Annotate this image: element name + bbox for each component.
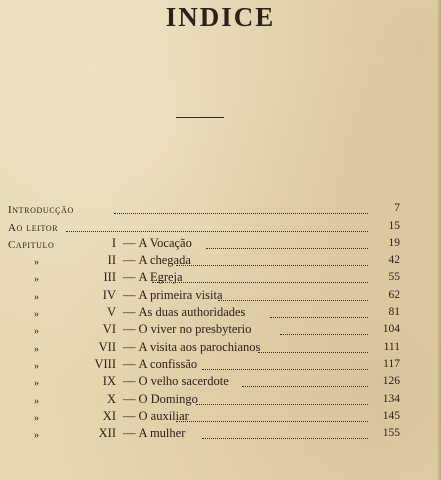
ditto-mark: » xyxy=(34,395,39,407)
page-number: 62 xyxy=(388,288,400,301)
chapter-title: A primeira visita xyxy=(138,287,223,302)
em-dash: — xyxy=(123,426,136,441)
chapter-title: A visita aos parochianos xyxy=(138,339,261,354)
chapter-title-group xyxy=(120,426,185,441)
table-of-contents xyxy=(8,200,408,442)
dot-leader xyxy=(202,367,368,370)
chapter-title: O auxiliar xyxy=(138,408,189,423)
em-dash: — xyxy=(123,287,136,302)
ditto-mark: » xyxy=(34,430,39,442)
title-rule xyxy=(176,117,224,118)
chapter-numeral: III xyxy=(103,270,116,285)
chapter-numeral: VI xyxy=(102,322,116,337)
chapter-title: O velho sacerdote xyxy=(138,374,229,389)
ditto-mark: » xyxy=(34,309,39,321)
chapter-numeral: XI xyxy=(102,408,116,423)
em-dash: — xyxy=(123,356,136,371)
chapter-title: A Egreja xyxy=(138,270,183,285)
entry-label: Capitulo xyxy=(8,238,55,251)
em-dash: — xyxy=(123,339,136,354)
dot-leader xyxy=(152,280,368,283)
em-dash: — xyxy=(123,322,136,337)
ditto-mark: » xyxy=(34,326,39,338)
chapter-numeral: IV xyxy=(102,287,116,302)
page-number: 155 xyxy=(382,427,400,440)
ditto-mark: » xyxy=(34,291,39,303)
dot-leader xyxy=(280,332,368,335)
page-number: 19 xyxy=(388,236,400,249)
toc-entry xyxy=(8,269,408,286)
em-dash: — xyxy=(123,270,136,285)
toc-entry xyxy=(8,356,408,373)
ditto-mark: » xyxy=(34,274,39,286)
toc-entry xyxy=(8,338,408,355)
chapter-title-group xyxy=(120,305,245,320)
toc-entry xyxy=(8,390,408,407)
toc-entry xyxy=(8,235,408,252)
em-dash: — xyxy=(123,408,136,423)
chapter-title-group xyxy=(120,340,260,355)
chapter-numeral: I xyxy=(111,235,116,250)
chapter-numeral: II xyxy=(107,253,116,268)
page-number: 81 xyxy=(388,306,400,319)
chapter-title-group xyxy=(120,374,229,389)
toc-entry xyxy=(8,321,408,338)
page-number: 15 xyxy=(388,219,400,232)
chapter-title-group xyxy=(120,236,192,251)
chapter-title: A confissão xyxy=(138,356,198,371)
chapter-numeral: V xyxy=(106,305,116,320)
ditto-mark: » xyxy=(34,257,39,269)
em-dash: — xyxy=(123,374,136,389)
dot-leader xyxy=(242,384,368,387)
page-number: 104 xyxy=(382,323,400,336)
chapter-title: As duas authoridades xyxy=(138,305,246,320)
ditto-mark: » xyxy=(34,378,39,390)
dot-leader xyxy=(176,419,368,422)
page-number: 126 xyxy=(382,375,400,388)
ditto-mark: » xyxy=(34,343,39,355)
page-number: 145 xyxy=(382,409,400,422)
chapter-numeral: VII xyxy=(98,339,116,354)
chapter-numeral: IX xyxy=(102,374,116,389)
chapter-title-group xyxy=(120,357,197,372)
toc-entry xyxy=(8,304,408,321)
toc-entry xyxy=(8,217,408,234)
page-fold-shadow xyxy=(437,0,441,480)
dot-leader xyxy=(258,350,368,353)
dot-leader xyxy=(196,402,368,405)
chapter-title: A mulher xyxy=(138,426,186,441)
toc-entry xyxy=(8,252,408,269)
page-number: 134 xyxy=(382,392,400,405)
page-number: 111 xyxy=(383,340,400,353)
page-number: 55 xyxy=(388,271,400,284)
chapter-title: A chegada xyxy=(138,253,191,268)
chapter-title-group xyxy=(120,392,198,407)
dot-leader xyxy=(66,229,368,232)
chapter-title: O Domingo xyxy=(138,391,198,406)
dot-leader xyxy=(202,436,368,439)
em-dash: — xyxy=(123,391,136,406)
dot-leader xyxy=(114,211,368,214)
page-title: INDICE xyxy=(165,2,276,32)
toc-entry xyxy=(8,286,408,303)
toc-entry xyxy=(8,408,408,425)
dot-leader xyxy=(176,263,368,266)
em-dash: — xyxy=(123,253,136,268)
chapter-numeral: XII xyxy=(98,426,116,441)
page-number: 42 xyxy=(388,254,400,267)
ditto-mark: » xyxy=(34,412,39,424)
em-dash: — xyxy=(123,235,136,250)
chapter-title: A Vocação xyxy=(138,235,192,250)
chapter-title: O viver no presbyterio xyxy=(138,322,252,337)
dot-leader xyxy=(270,315,368,318)
chapter-numeral: X xyxy=(106,391,116,406)
dot-leader xyxy=(206,246,368,249)
ditto-mark: » xyxy=(34,360,39,372)
page-number: 117 xyxy=(383,357,400,370)
chapter-title-group xyxy=(120,288,223,303)
entry-label: Introducção xyxy=(8,204,74,217)
toc-entry xyxy=(8,425,408,442)
page-number: 7 xyxy=(394,202,400,215)
chapter-title-group xyxy=(120,322,251,337)
chapter-numeral: VIII xyxy=(94,356,116,371)
entry-label: Ao leitor xyxy=(8,221,59,234)
toc-entry xyxy=(8,373,408,390)
em-dash: — xyxy=(123,305,136,320)
dot-leader xyxy=(218,298,368,301)
toc-entry xyxy=(8,200,408,217)
